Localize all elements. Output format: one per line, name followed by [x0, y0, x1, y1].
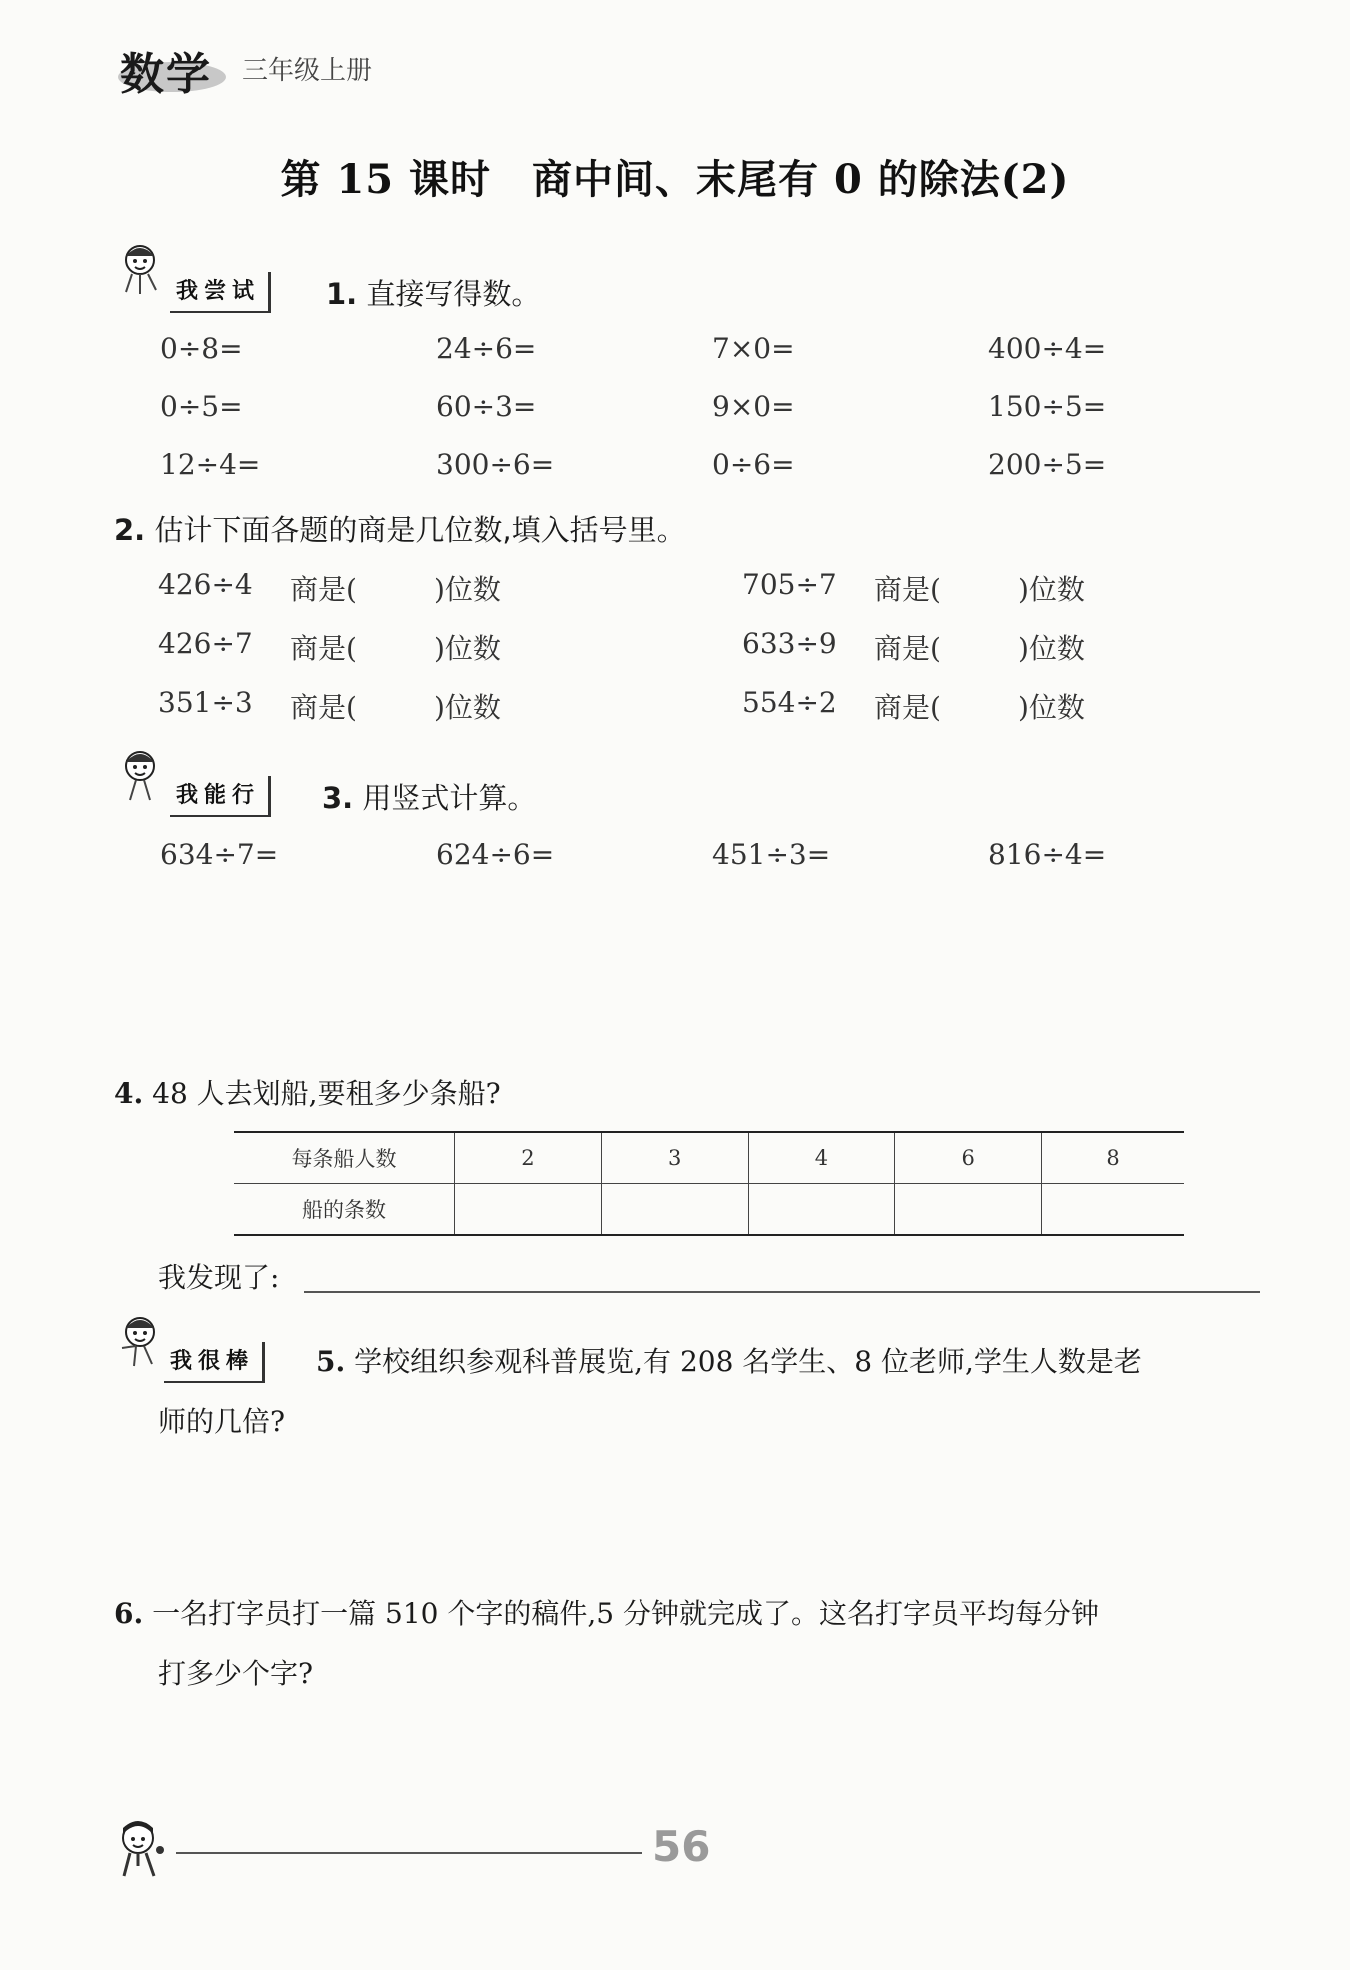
- q6-number: 6.: [114, 1597, 144, 1630]
- table-cell: 6: [895, 1132, 1042, 1184]
- table-cell: 4: [748, 1132, 895, 1184]
- q6-line1: [114, 1592, 1099, 1632]
- q1-heading: [326, 272, 540, 313]
- badge-great: 我很棒: [164, 1342, 265, 1383]
- mascot-boy-icon: [108, 1816, 174, 1882]
- q2-suffix: )位数: [434, 691, 501, 724]
- table-cell: 2: [455, 1132, 602, 1184]
- q4-heading: [114, 1072, 501, 1112]
- q2-suffix: )位数: [1018, 632, 1085, 665]
- answer-cell[interactable]: [895, 1184, 1042, 1236]
- table-cell: 8: [1042, 1132, 1184, 1184]
- badge-try: 我尝试: [170, 272, 271, 313]
- q1-item: 0÷8=: [160, 332, 243, 365]
- table-row-header: 每条船人数: [291, 1147, 397, 1171]
- footer-rule: [176, 1852, 642, 1854]
- table-row-header: 船的条数: [234, 1184, 455, 1236]
- q3-text: 用竖式计算。: [362, 781, 537, 815]
- q1-item: 24÷6=: [436, 332, 537, 365]
- q1-item: 200÷5=: [988, 448, 1107, 481]
- boats-table: [234, 1131, 1184, 1236]
- mascot-girl-icon: [112, 746, 168, 802]
- mascot-girl-icon: [112, 240, 168, 296]
- badge-can: 我能行: [170, 776, 271, 817]
- discovery-answer-line[interactable]: [304, 1291, 1260, 1293]
- discovery-label: 我发现了:: [158, 1261, 280, 1294]
- answer-cell[interactable]: [748, 1184, 895, 1236]
- q5-text-line2: 师的几倍?: [158, 1405, 286, 1438]
- answer-cell[interactable]: [455, 1184, 602, 1236]
- q6-text-line2: 打多少个字?: [158, 1657, 314, 1690]
- mascot-girl-icon: [112, 1312, 168, 1368]
- q3-item: 634÷7=: [160, 838, 279, 871]
- q1-item: 400÷4=: [988, 332, 1107, 365]
- q1-text: 直接写得数。: [366, 277, 541, 311]
- page-number: 56: [652, 1822, 711, 1871]
- table-row: [234, 1132, 1184, 1184]
- lesson-title: 第 15 课时 商中间、末尾有 0 的除法(2): [280, 156, 1070, 203]
- q2-expr: 426÷7: [158, 627, 253, 660]
- q2-number: 2.: [114, 513, 146, 547]
- q2-suffix: )位数: [434, 632, 501, 665]
- subject-label: 数学: [120, 49, 212, 100]
- grade-label: 三年级上册: [242, 56, 373, 86]
- q2-prefix: 商是(: [290, 573, 357, 606]
- q2-expr: 705÷7: [742, 568, 837, 601]
- q2-expr: 426÷4: [158, 568, 253, 601]
- table-row: [234, 1184, 1184, 1236]
- q3-item: 624÷6=: [436, 838, 555, 871]
- q2-expr: 554÷2: [742, 686, 837, 719]
- q2-prefix: 商是(: [874, 573, 941, 606]
- q2-suffix: )位数: [1018, 691, 1085, 724]
- q3-item: 451÷3=: [712, 838, 831, 871]
- answer-cell[interactable]: [1042, 1184, 1184, 1236]
- q4-text: 48 人去划船,要租多少条船?: [152, 1077, 501, 1110]
- q5-number: 5.: [316, 1345, 346, 1378]
- q2-expr: 351÷3: [158, 686, 253, 719]
- q1-number: 1.: [326, 277, 358, 311]
- q3-item: 816÷4=: [988, 838, 1107, 871]
- q3-number: 3.: [322, 781, 354, 815]
- q4-number: 4.: [114, 1077, 144, 1110]
- q2-heading: [114, 508, 686, 549]
- q1-item: 150÷5=: [988, 390, 1107, 423]
- q2-prefix: 商是(: [290, 691, 357, 724]
- q2-expr: 633÷9: [742, 627, 837, 660]
- q1-item: 60÷3=: [436, 390, 537, 423]
- q2-suffix: )位数: [434, 573, 501, 606]
- q2-prefix: 商是(: [874, 632, 941, 665]
- q1-item: 300÷6=: [436, 448, 555, 481]
- answer-cell[interactable]: [601, 1184, 748, 1236]
- table-cell: 3: [601, 1132, 748, 1184]
- q6-text-line1: 一名打字员打一篇 510 个字的稿件,5 分钟就完成了。这名打字员平均每分钟: [152, 1597, 1100, 1630]
- q1-item: 12÷4=: [160, 448, 261, 481]
- q2-prefix: 商是(: [874, 691, 941, 724]
- q3-heading: [322, 776, 536, 817]
- q2-text: 估计下面各题的商是几位数,填入括号里。: [154, 513, 686, 547]
- q2-prefix: 商是(: [290, 632, 357, 665]
- q2-suffix: )位数: [1018, 573, 1085, 606]
- q1-item: 7×0=: [712, 332, 795, 365]
- q1-item: 9×0=: [712, 390, 795, 423]
- q5-text-line1: 学校组织参观科普展览,有 208 名学生、8 位老师,学生人数是老: [354, 1345, 1142, 1378]
- q1-item: 0÷5=: [160, 390, 243, 423]
- q1-item: 0÷6=: [712, 448, 795, 481]
- q5-line1: [316, 1340, 1142, 1380]
